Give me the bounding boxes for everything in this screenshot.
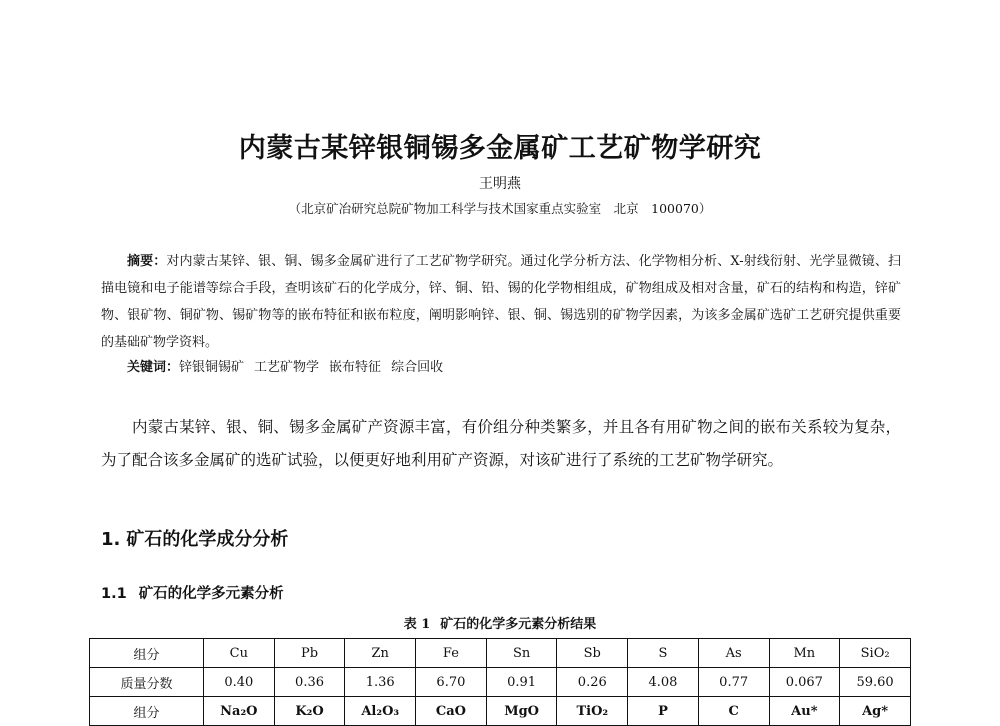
keyword: 工艺矿物学 [254,360,320,375]
keyword: 锌银铜锡矿 [179,360,245,375]
table-cell: Zn [345,639,416,668]
table-cell: C [698,697,769,726]
table-cell: Al₂O₃ [345,697,416,726]
table-cell: SiO₂ [840,639,911,668]
table-cell: MgO [486,697,557,726]
table-cell: Fe [416,639,487,668]
table-cell: 6.70 [416,668,487,697]
table-row [90,668,911,697]
table-cell: 质量分数 [90,668,204,697]
table-cell: Cu [204,639,275,668]
table-cell: Sb [557,639,628,668]
section-title: 矿石的化学成分分析 [126,529,289,550]
keywords [127,356,453,380]
table-cell: 1.36 [345,668,416,697]
table-cell: As [698,639,769,668]
table-cell: TiO₂ [557,697,628,726]
table-cell: Na₂O [204,697,275,726]
table-cell: P [628,697,699,726]
table-cell: 4.08 [628,668,699,697]
table-cell: 0.36 [274,668,345,697]
table-cell: 组分 [90,697,204,726]
table-cell: Mn [769,639,840,668]
table-cell: 0.067 [769,668,840,697]
table-cell: 0.26 [557,668,628,697]
subsection-number: 1.1 [101,586,127,602]
table-title: 矿石的化学多元素分析结果 [440,617,597,632]
section-heading [101,525,288,551]
table-caption [0,613,1000,632]
table-cell: 0.40 [204,668,275,697]
keyword: 嵌布特征 [329,360,382,375]
table-cell: Pb [274,639,345,668]
section-number: 1. [101,529,121,550]
table-cell: Sn [486,639,557,668]
table-cell: 59.60 [840,668,911,697]
table-cell: 0.77 [698,668,769,697]
subsection-heading [101,582,284,603]
keywords-label: 关键词： [127,360,180,375]
abstract [101,248,901,356]
intro-paragraph: 内蒙古某锌、银、铜、锡多金属矿产资源丰富，有价组分种类繁多，并且各有用矿物之间的嵌布关系较为复杂，为了配合该多金属矿的选矿试验，以便更好地利用矿产资源，对该矿进行了系统的工艺矿物学研究。 [101,418,901,469]
table-cell: 组分 [90,639,204,668]
subsection-title: 矿石的化学多元素分析 [138,586,284,602]
table-cell: CaO [416,697,487,726]
table-row [90,639,911,668]
abstract-text: 对内蒙古某锌、银、铜、锡多金属矿进行了工艺矿物学研究。通过化学分析方法、化学物相分析、X-射线衍射、光学显微镜、扫描电镜和电子能谱等综合手段，查明该矿石的化学成分，锌、铜、铅、锡的化学物相组成，矿物组成及相对含量，矿石的结构和构造，锌矿物、银矿物、铜矿物、锡矿物等的嵌布特征和嵌布粒度，阐明影响锌、银、铜、锡选别的矿物学因素，为该多金属矿选矿工艺研究提供重要的基础矿物学资料。 [101,254,901,350]
table-cell: Au* [769,697,840,726]
table-cell: S [628,639,699,668]
keyword: 综合回收 [391,360,444,375]
table-cell: 0.91 [486,668,557,697]
paper-title: 内蒙古某锌银铜锡多金属矿工艺矿物学研究 [238,133,762,164]
table-number: 表 1 [403,617,431,632]
author-affiliation: （北京矿冶研究总院矿物加工科学与技术国家重点实验室 北京 100070） [288,201,712,216]
author-name: 王明燕 [479,176,521,192]
table-row [90,697,911,726]
table-cell: K₂O [274,697,345,726]
table-cell: Ag* [840,697,911,726]
abstract-label: 摘要： [127,254,167,269]
element-analysis-table [89,638,911,726]
